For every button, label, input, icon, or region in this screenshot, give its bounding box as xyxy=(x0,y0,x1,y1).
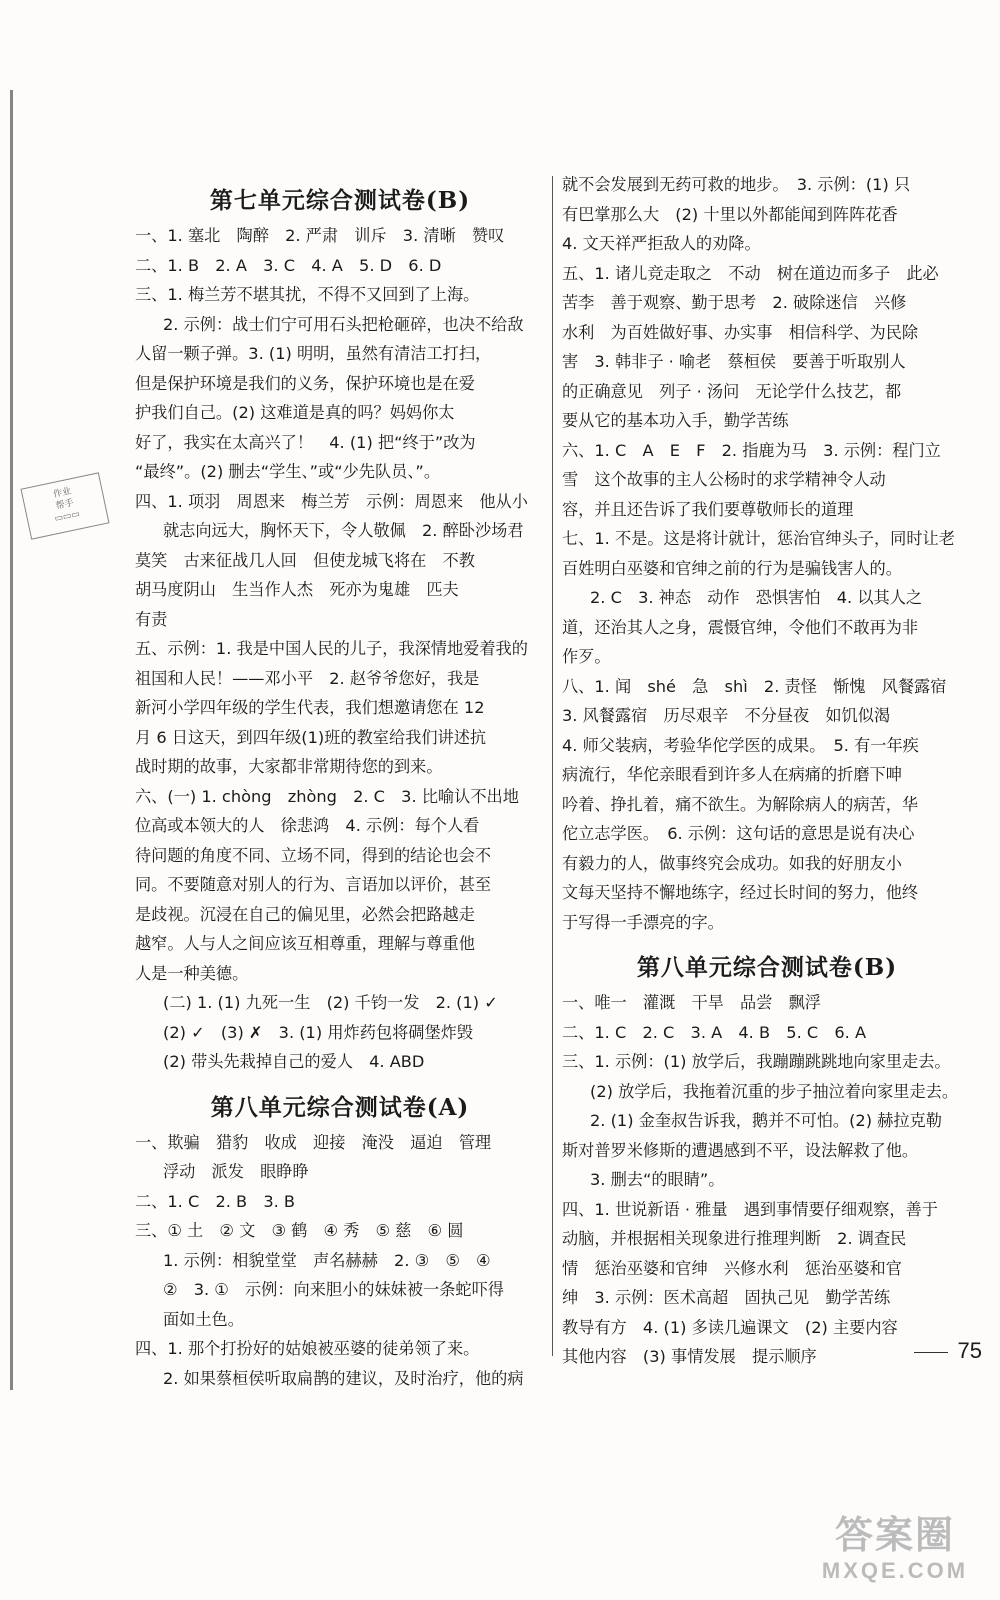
answer-line: 但是保护环境是我们的义务，保护环境也是在爱 xyxy=(135,373,475,393)
answer-line: 位高或本领大的人 徐悲鸿 4. 示例：每个人看 xyxy=(135,816,480,835)
answer-line: 面如土色。 xyxy=(163,1309,244,1329)
answer-line: 五、1. 诸儿竞走取之 不动 树在道边而多子 此必 xyxy=(562,263,939,283)
answer-line: 待问题的角度不同、立场不同，得到的结论也会不 xyxy=(135,845,492,865)
answer-line: 三、1. 梅兰芳不堪其扰，不得不又回到了上海。 xyxy=(135,285,480,304)
answer-line: (二) 1. (1) 九死一生 (2) 千钧一发 2. (1) ✓ xyxy=(163,993,498,1012)
answer-line: 有责 xyxy=(135,609,168,629)
answer-line: 好了，我实在太高兴了！ 4. (1) 把“终于”改为 xyxy=(135,432,476,452)
answer-line: 动脑，并根据相关现象进行推理判断 2. 调查民 xyxy=(562,1229,907,1248)
answer-line: 3. 删去“的眼睛”。 xyxy=(590,1170,725,1189)
section-title: 第八单元综合测试卷(A) xyxy=(210,1093,470,1121)
answer-line: 八、1. 闻 shé 急 shì 2. 责怪 惭愧 风餐露宿 xyxy=(562,676,947,696)
answer-line: 教导有方 4. (1) 多读几遍课文 (2) 主要内容 xyxy=(562,1317,898,1337)
answer-line: 人是一种美德。 xyxy=(135,963,249,983)
answer-line: 六、(一) 1. chòng zhòng 2. C 3. 比喻认不出地 xyxy=(135,786,519,806)
answer-line: (2) ✓ (3) ✗ 3. (1) 用炸药包将碉堡炸毁 xyxy=(163,1022,474,1042)
logo-text: 答案圈 xyxy=(834,1515,955,1557)
answer-line: 越窄。人与人之间应该互相尊重，理解与尊重他 xyxy=(135,934,475,953)
answer-line: 吟着、挣扎着，痛不欲生。为解除病人的病苦，华 xyxy=(562,794,919,814)
answer-line: 七、1. 不是。这是将计就计，惩治官绅头子，同时让老 xyxy=(562,529,955,548)
answer-line: 1. 示例：相貌堂堂 声名赫赫 2. ③ ⑤ ④ xyxy=(163,1250,491,1270)
answer-line: 要从它的基本功入手，勤学苦练 xyxy=(562,411,789,430)
answer-line: ② 3. ① 示例：向来胆小的妹妹被一条蛇吓得 xyxy=(163,1280,504,1299)
answer-line: 2. (1) 金奎叔告诉我，鹅并不可怕。(2) 赫拉克勒 xyxy=(590,1111,942,1130)
answer-line: 斯对普罗米修斯的遭遇感到不平，设法解救了他。 xyxy=(562,1140,919,1160)
answer-line: 三、1. 示例：(1) 放学后，我蹦蹦跳跳地向家里走去。 xyxy=(562,1052,951,1071)
answer-line: 人留一颗子弹。3. (1) 明明，虽然有清洁工打扫， xyxy=(135,344,492,363)
answer-line: 苦李 善于观察、勤于思考 2. 破除迷信 兴修 xyxy=(562,293,907,312)
answer-line: 一、1. 塞北 陶醉 2. 严肃 训斥 3. 清晰 赞叹 xyxy=(135,226,505,245)
answer-line: 百姓明白巫婆和官绅之前的行为是骗钱害人的。 xyxy=(562,558,902,578)
answer-line: 4. 师父装病，考验华佗学医的成果。 5. 有一年疾 xyxy=(562,735,919,755)
answer-line: 道，还治其人之身，震慑官绅，令他们不敢再为非 xyxy=(562,617,919,637)
answer-line: 四、1. 项羽 周恩来 梅兰芳 示例：周恩来 他从小 xyxy=(135,491,528,511)
answer-line: 二、1. C 2. C 3. A 4. B 5. C 6. A xyxy=(562,1022,867,1042)
answer-line: 五、示例：1. 我是中国人民的儿子，我深情地爱着我的 xyxy=(135,639,528,658)
answer-line: 同。不要随意对别人的行为、言语加以评价，甚至 xyxy=(135,875,492,894)
site-logo xyxy=(810,1514,980,1586)
answer-line: 3. 风餐露宿 历尽艰辛 不分昼夜 如饥似渴 xyxy=(562,706,891,725)
answer-line: 有毅力的人，做事终究会成功。如我的好朋友小 xyxy=(562,853,902,873)
answer-line: 文每天坚持不懈地练字，经过长时间的努力，他终 xyxy=(562,883,919,902)
answer-line: 胡马度阴山 生当作人杰 死亦为鬼雄 匹夫 xyxy=(135,580,459,599)
answer-line: 二、1. C 2. B 3. B xyxy=(135,1191,296,1211)
answer-line: 容，并且还告诉了我们要尊敬师长的道理 xyxy=(562,499,854,519)
answer-line: 佗立志学医。 6. 示例：这句话的意思是说有决心 xyxy=(562,824,915,843)
section-title: 第八单元综合测试卷(B) xyxy=(636,954,898,981)
left-column xyxy=(135,170,545,1393)
answer-line: (2) 带头先栽掉自己的爱人 4. ABD xyxy=(163,1052,425,1071)
answer-line: 就志向远大，胸怀天下，令人敬佩 2. 醉卧沙场君 xyxy=(163,521,524,540)
answer-line: 护我们自己。(2) 这难道是真的吗？妈妈你太 xyxy=(135,403,455,422)
answer-line: 三、① 土 ② 文 ③ 鹤 ④ 秀 ⑤ 慈 ⑥ 圆 xyxy=(135,1221,464,1240)
answer-line: (2) 放学后，我拖着沉重的步子抽泣着向家里走去。 xyxy=(590,1081,959,1101)
answer-line: 有巴掌那么大 (2) 十里以外都能闻到阵阵花香 xyxy=(562,204,898,224)
answer-line: 战时期的故事，大家都非常期待您的到来。 xyxy=(135,757,443,776)
answer-line: 就不会发展到无药可救的地步。 3. 示例：(1) 只 xyxy=(562,175,911,194)
answer-line: “最终”。(2) 删去“学生、”或“少先队员、”。 xyxy=(135,462,441,481)
answer-line: 于写得一手漂亮的字。 xyxy=(562,912,724,932)
page-edge-shadow xyxy=(10,90,13,1390)
answer-line: 水利 为百姓做好事、办实事 相信科学、为民除 xyxy=(562,322,919,342)
answer-line: 的正确意见 列子 · 汤问 无论学什么技艺，都 xyxy=(562,381,902,401)
answer-line: 作歹。 xyxy=(562,647,611,666)
answer-line: 4. 文天祥严拒敌人的劝降。 xyxy=(562,234,761,253)
answer-line: 二、1. B 2. A 3. C 4. A 5. D 6. D xyxy=(135,255,442,275)
answer-line: 四、1. 那个打扮好的姑娘被巫婆的徒弟领了来。 xyxy=(135,1339,480,1358)
answer-line: 一、欺骗 猎豹 收成 迎接 淹没 逼迫 管理 xyxy=(135,1132,492,1152)
answer-line: 新河小学四年级的学生代表，我们想邀请您在 12 xyxy=(135,698,485,717)
answer-line: 祖国和人民！——邓小平 2. 赵爷爷您好，我是 xyxy=(135,668,480,688)
page-number: 75 xyxy=(914,1338,982,1364)
answer-line: 雪 这个故事的主人公杨时的求学精神令人动 xyxy=(562,470,886,489)
answer-line: 绅 3. 示例：医术高超 固执己见 勤学苦练 xyxy=(562,1288,891,1307)
answer-line: 2. C 3. 神态 动作 恐惧害怕 4. 以其人之 xyxy=(590,588,923,607)
answer-line: 其他内容 (3) 事情发展 提示顺序 xyxy=(562,1347,817,1366)
answer-line: 情 惩治巫婆和官绅 兴修水利 惩治巫婆和官 xyxy=(562,1258,902,1278)
stamp-mark: 作业 帮手 ▭▭▭ xyxy=(20,472,109,539)
answer-line: 四、1. 世说新语 · 雅量 遇到事情要仔细观察，善于 xyxy=(562,1199,938,1219)
answer-line: 莫笑 古来征战几人回 但使龙城飞将在 不教 xyxy=(135,550,475,570)
section-title: 第七单元综合测试卷(B) xyxy=(209,187,471,214)
answer-line: 病流行，华佗亲眼看到许多人在病痛的折磨下呻 xyxy=(562,765,902,784)
answer-line: 害 3. 韩非子 · 喻老 蔡桓侯 要善于听取别人 xyxy=(562,352,906,371)
answer-line: 浮动 派发 眼睁睁 xyxy=(163,1162,309,1181)
column-divider xyxy=(552,176,553,1356)
answer-line: 是歧视。沉浸在自己的偏见里，必然会把路越走 xyxy=(135,904,475,924)
answer-line: 一、唯一 灌溉 干旱 品尝 飘浮 xyxy=(562,993,821,1012)
answer-line: 六、1. C A E F 2. 指鹿为马 3. 示例：程门立 xyxy=(562,440,941,460)
answer-line: 月 6 日这天，到四年级(1)班的教室给我们讲述抗 xyxy=(135,727,487,747)
answer-line: 2. 示例：战士们宁可用石头把枪砸碎，也决不给敌 xyxy=(163,314,524,334)
right-column xyxy=(562,170,972,1372)
logo-domain: MXQE.COM xyxy=(821,1558,969,1583)
answer-line: 2. 如果蔡桓侯听取扁鹊的建议，及时治疗，他的病 xyxy=(163,1368,524,1388)
